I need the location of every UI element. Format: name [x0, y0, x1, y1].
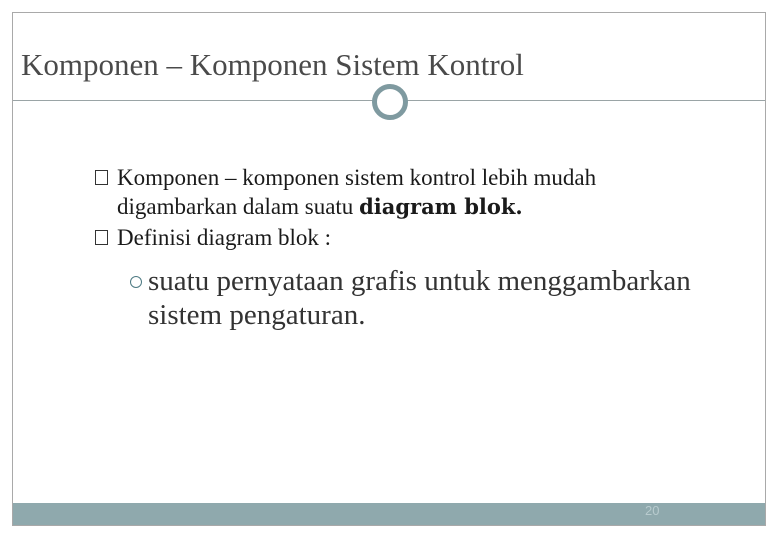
ring-ornament-icon: [372, 84, 408, 120]
page-number: 20: [645, 503, 660, 518]
slide: [12, 12, 766, 526]
sub-bullet-text: suatu pernyataan grafis untuk menggambarkan sistem pengaturan.: [148, 265, 691, 331]
circle-bullet-icon: [130, 276, 142, 288]
bullet-2-text: Definisi diagram blok :: [117, 225, 331, 250]
bullet-1-bold-text: diagram blok.: [359, 194, 523, 219]
checkbox-bullet-icon: [95, 170, 108, 185]
bullet-item-1: [95, 163, 715, 221]
bullet-item-2: [95, 223, 715, 252]
sub-bullet-item: [128, 264, 715, 332]
bullet-list: [95, 163, 715, 332]
checkbox-bullet-icon: [95, 230, 108, 245]
bullet-1-text: Komponen – komponen sistem kontrol lebih mudah digambarkan dalam suatu: [117, 165, 597, 219]
slide-title: Komponen – Komponen Sistem Kontrol: [21, 47, 524, 82]
